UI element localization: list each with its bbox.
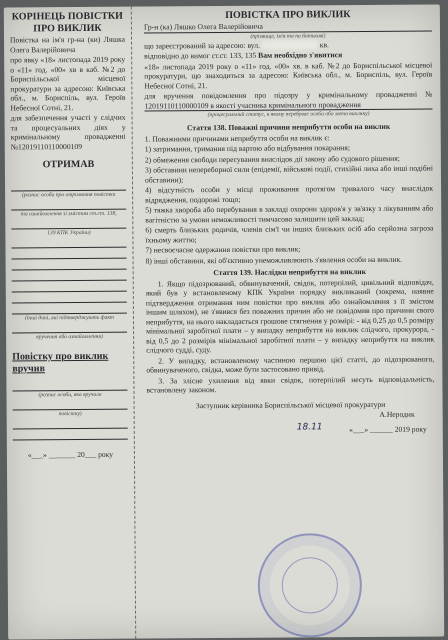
delivered-title: Повістку про виклик вручив [12, 350, 109, 375]
signature-date: «___» ______ 2019 року [349, 424, 427, 434]
received-title: ОТРИМАВ [42, 158, 95, 171]
signatory-title: Заступник керівника Бориспільської місцевої прокуратури [195, 399, 386, 410]
stub-title: КОРІНЕЦЬ ПОВІСТКИ ПРО ВИКЛИК [11, 10, 123, 35]
article-138-intro: 1. Поважними причинами неприбуття особи на виклик є: [144, 133, 330, 144]
article-139-part-3: 3. За злісне ухилення від явки свідок, потерпілий несуть відповідальність, встановлену законом. [146, 374, 435, 395]
stub-appointment: про явку «18» листопада 2019 року о «11» год. «00» хв в каб. №2 до Бориспільської місцевої прокуратури за адресою: Київська обл., м. Бориспіль, вул. Героїв Небесної Сотні, 21. [10, 54, 126, 112]
summons-document [4, 4, 444, 639]
summons-title: ПОВІСТКА ПРО ВИКЛИК [225, 9, 351, 21]
summons-address: що зареєстрований за адресою: вул. кв. [144, 39, 329, 51]
list-item: 4) відсутність особи у місці проживання протягом тривалого часу внаслідок відрядження, подорожі тощо; [145, 183, 434, 205]
caption: (розпис особи, яка вручила [38, 391, 102, 399]
article-139-part-1: 1. Якщо підозрюваний, обвинувачений, свідок, потерпілий, цивільний відповідач, який був у встановленому КПК України порядку викликаний (зокрема, наявне підтвердження отримання ним повістки про виклик або ознайомлення з її змістом іншим шляхом), не з'явився без поважних причин або не повідомив про причини свого неприбуття, на нього накладається грошове стягнення у розмірі: - від 0,25 до 0,5 розміру мінімальної заробітної плати – у випадку неприбуття на виклик слідчого, прокурора, - від 0,5 до 2 розмірів мінімальної заробітної плати – у випадку неприбуття на виклик слідчого судді, суду. [145, 277, 435, 355]
caption: (інші дані, які підтверджують факт [24, 314, 114, 322]
list-item: 5) тяжка хвороба або перебування в закладі охорони здоров'я у зв'язку з лікуванням або вагітністю за умови неможливості тимчасово залишити цей заклад; [145, 203, 434, 225]
caption: 139 КПК України) [47, 229, 91, 237]
list-item: 6) смерть близьких родичів, членів сім'ї чи інших близьких осіб або серйозна загроза їхньому життю; [145, 223, 434, 245]
list-item: 1) затримання, тримання під вартою або відбування покарання; [144, 143, 350, 154]
stub-date: «___» _______ 20___ року [27, 449, 114, 460]
list-item: 2) обмеження свободи пересування внаслідок дії закону або судового рішення; [144, 153, 400, 165]
caption: вручення або ознайомлення) [36, 333, 103, 341]
caption: та ознайомлення зі змістом ст.ст. 138, [20, 210, 117, 218]
summons-purpose: для вручення повідомлення про підозру у кримінальному провадженні № 12019110110000109 в якості учасника кримінального провадження [144, 89, 433, 111]
stub-purpose: для забезпечення участі у слідчих та процесуальних діях у кримінальному провадженні №12019110110000109 [10, 112, 126, 151]
caption: повістку) [58, 410, 82, 418]
caption: (розпис особи про отримання повістки [21, 191, 116, 199]
summons-appointment: «18» листопада 2019 року о «11» год. «00» хв. в каб. №2 до Бориспільської місцевої прокуратури, що знаходиться за адресою: Київська обл., м. Бориспіль, вул. Героїв Небесної Сотні, 21. [144, 60, 433, 91]
summons-basis: відповідно до вимог ст.ст. 133, 135 Вам необхідно з'явитися [144, 50, 343, 61]
stub-recipient: Повістка на ім'я гр-на (ки) Ляшка Олега Валерійовича [9, 34, 126, 54]
list-item: 7) несвоєчасне одержання повістки про виклик; [145, 244, 301, 255]
article-139-part-2: 2. У випадку, встановленому частиною першою цієї статті, до підозрюваного, обвинуваченого, свідка, може бути застосовано привід. [146, 354, 435, 375]
official-stamp [257, 533, 362, 638]
caption: (прізвище, ім'я та по батькові) [250, 32, 326, 40]
redacted-address [262, 41, 318, 50]
list-item: 8) інші обставини, які об'єктивно унеможливлюють з'явлення особи на виклик. [145, 254, 403, 266]
summons-recipient: Гр-н (ка) Ляшко Олега Валерійовича [144, 21, 432, 34]
signatory-name: А.Неродик [379, 409, 415, 420]
stub-column [4, 7, 136, 640]
signature-row [147, 420, 435, 442]
handwritten-date: 18.11 [296, 422, 323, 433]
article-138-title: Стаття 138. Поважні причини неприбуття особи на виклик [186, 122, 391, 133]
article-139-title: Стаття 139. Наслідки неприбуття на виклик [213, 267, 366, 278]
caption: (процесуальний статус, в якому перебуває особа або мета виклику) [207, 111, 370, 119]
list-item: 3) обставини непереборної сили (епідемії, військові події, стихійні лиха або інші подібні обставини); [144, 163, 433, 185]
